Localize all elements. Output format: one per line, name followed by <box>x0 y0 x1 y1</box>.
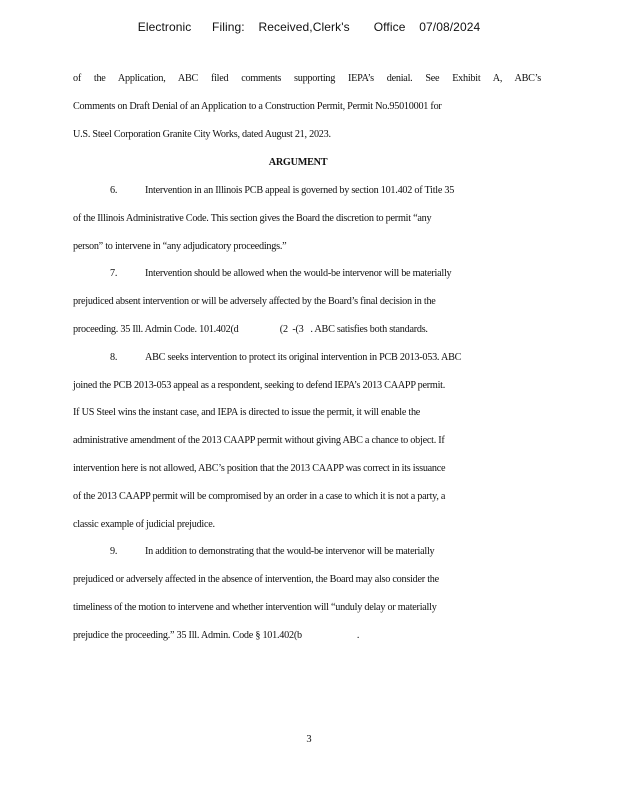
section-heading: ARGUMENT <box>268 157 328 168</box>
body-line: In addition to demonstrating that the would-be intervenor will be materially <box>145 546 435 557</box>
electronic-filing-header: Electronic Filing: Received,Clerk's Office 07/08/2024 <box>137 20 481 34</box>
paragraph-number: 9. <box>110 546 118 557</box>
body-line: person” to intervene in “any adjudicatory proceedings.” <box>73 241 287 252</box>
body-line: Comments on Draft Denial of an Application to a Construction Permit, Permit No.95010001 for <box>73 101 442 112</box>
page-number: 3 <box>306 734 312 745</box>
body-line: of the Application, ABC filed comments supporting IEPA’s denial. See Exhibit A, ABC’s <box>73 73 541 84</box>
body-line: timeliness of the motion to intervene and whether intervention will “unduly delay or materially <box>73 602 437 613</box>
body-line: proceeding. 35 Ill. Admin Code. 101.402(d (2 -(3 . ABC satisfies both standards. <box>73 324 428 335</box>
paragraph-6-first-line <box>110 185 454 197</box>
body-line: administrative amendment of the 2013 CAAPP permit without giving ABC a chance to object. If <box>73 435 445 446</box>
body-line: classic example of judicial prejudice. <box>73 519 215 530</box>
paragraph-7-first-line <box>110 268 451 280</box>
body-line: If US Steel wins the instant case, and IEPA is directed to issue the permit, it will enable the <box>73 407 421 418</box>
paragraph-9-first-line <box>110 546 434 558</box>
body-line: prejudiced or adversely affected in the absence of intervention, the Board may also consider the <box>73 574 439 585</box>
paragraph-number: 8. <box>110 352 118 363</box>
body-line: joined the PCB 2013-053 appeal as a respondent, seeking to defend IEPA’s 2013 CAAPP permit. <box>73 380 446 391</box>
paragraph-8-first-line <box>110 352 461 364</box>
paragraph-number: 7. <box>110 268 118 279</box>
body-line: prejudiced absent intervention or will be adversely affected by the Board’s final decision in the <box>73 296 436 307</box>
body-line: of the Illinois Administrative Code. This section gives the Board the discretion to permit “any <box>73 213 432 224</box>
body-line: ABC seeks intervention to protect its original intervention in PCB 2013-053. ABC <box>145 352 462 363</box>
body-line: Intervention should be allowed when the would-be intervenor will be materially <box>145 268 452 279</box>
body-line: of the 2013 CAAPP permit will be compromised by an order in a case to which it is not a party, a <box>73 491 446 502</box>
paragraph-number: 6. <box>110 185 118 196</box>
body-line: prejudice the proceeding.” 35 Ill. Admin. Code § 101.402(b . <box>73 630 360 641</box>
body-line: intervention here is not allowed, ABC’s position that the 2013 CAAPP was correct in its issuance <box>73 463 446 474</box>
body-line: U.S. Steel Corporation Granite City Works, dated August 21, 2023. <box>73 129 331 140</box>
body-line: Intervention in an Illinois PCB appeal is governed by section 101.402 of Title 35 <box>145 185 455 196</box>
